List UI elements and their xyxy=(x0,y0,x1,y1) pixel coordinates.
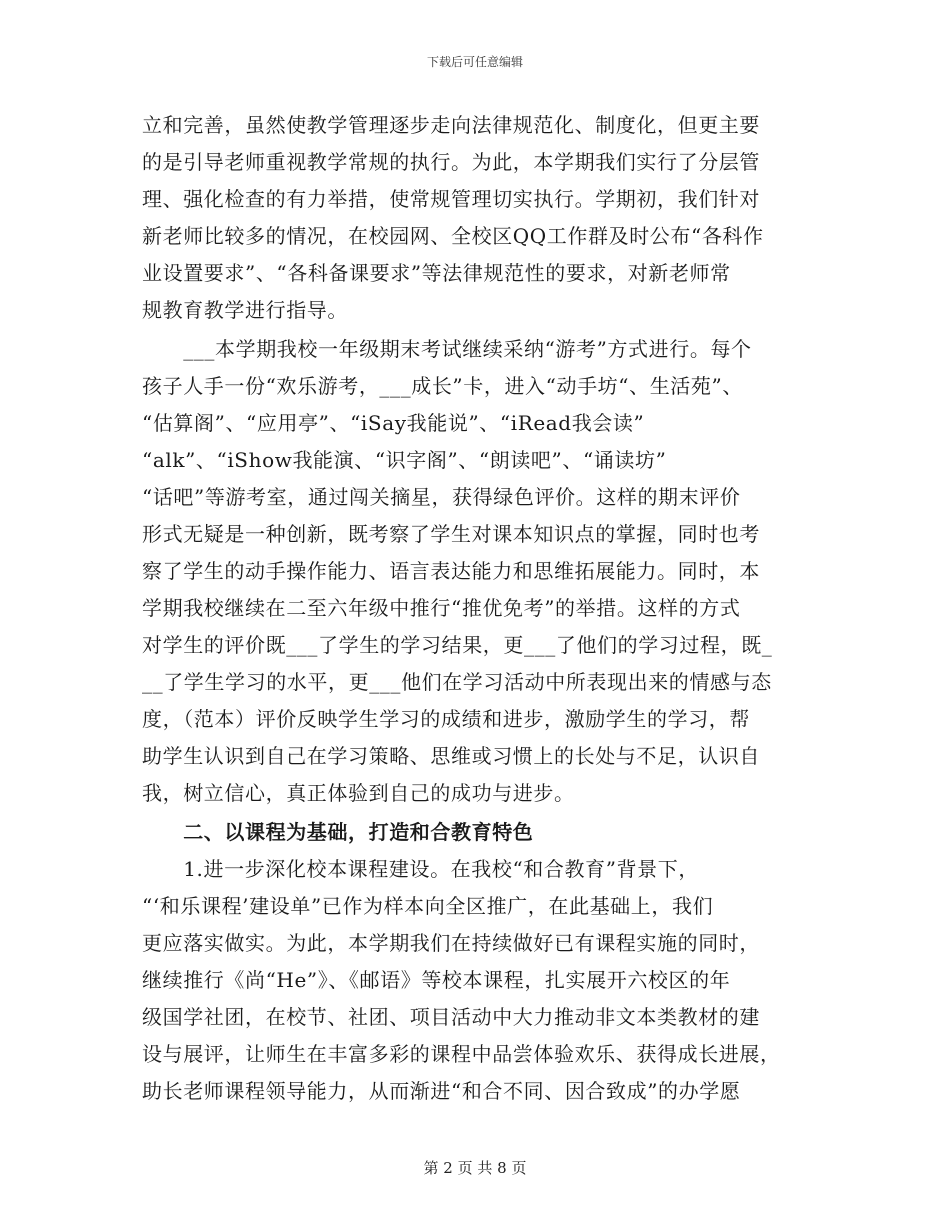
body-line: 级国学社团，在校节、社团、项目活动中大力推动非文本类教材的建 xyxy=(142,1005,760,1029)
body-line: 的是引导老师重视教学常规的执行。为此，本学期我们实行了分层管 xyxy=(142,150,760,174)
body-line: 助学生认识到自己在学习策略、思维或习惯上的长处与不足，认识自 xyxy=(142,744,760,768)
body-line: 1.进一步深化校本课程建设。在我校“和合教育”背景下， xyxy=(142,857,699,881)
body-line: 新老师比较多的情况，在校园网、全校区QQ工作群及时公布“各科作 xyxy=(142,224,764,248)
body-line: __了学生学习的水平，更___他们在学习活动中所表现出来的情感与态 xyxy=(142,670,772,694)
body-line: “‘和乐课程’建设单”已作为样本向全区推广，在此基础上，我们 xyxy=(142,894,714,918)
body-line: 我，树立信心，真正体验到自己的成功与进步。 xyxy=(142,781,575,805)
body-line: 学期我校继续在二至六年级中推行“推优免考”的举措。这样的方式 xyxy=(142,596,741,620)
body-line: “估算阁”、“应用亭”、“iSay我能说”、“iRead我会读” xyxy=(142,411,645,435)
body-line: 度，（范本）评价反映学生学习的成绩和进步，激励学生的学习，帮 xyxy=(142,707,750,731)
body-line: 形式无疑是一种创新，既考察了学生对课本知识点的掌握，同时也考 xyxy=(142,522,760,546)
page-header: 下载后可任意编辑 xyxy=(426,55,523,69)
body-line: 孩子人手一份“欢乐游考，___成长”卡，进入“动手坊“、生活苑”、 xyxy=(142,374,743,398)
body-line: “话吧”等游考室，通过闯关摘星，获得绿色评价。这样的期末评价 xyxy=(142,485,741,509)
body-line: 设与展评，让师生在丰富多彩的课程中品尝体验欢乐、获得成长进展， xyxy=(142,1042,781,1066)
body-line: 察了学生的动手操作能力、语言表达能力和思维拓展能力。同时，本 xyxy=(142,559,760,583)
body-line: 业设置要求”、“各科备课要求”等法律规范性的要求，对新老师常 xyxy=(142,261,731,285)
body-line: 更应落实做实。为此，本学期我们在持续做好已有课程实施的同时， xyxy=(142,931,760,955)
body-line: 规教育教学进行指导。 xyxy=(142,298,348,322)
body-line: 理、强化检查的有力举措，使常规管理切实执行。学期初，我们针对 xyxy=(142,187,760,211)
page-footer: 第 2 页 共 8 页 xyxy=(423,1159,527,1177)
body-line: 立和完善，虽然使教学管理逐步走向法律规范化、制度化，但更主要 xyxy=(142,113,760,137)
body-line: 对学生的评价既___了学生的学习结果，更___了他们的学习过程，既_ xyxy=(142,633,773,657)
body-line: “alk”、“iShow我能演、“识字阁”、“朗读吧”、“诵读坊” xyxy=(142,448,667,472)
body-line: 继续推行《尚“He”》、《邮语》等校本课程，扎实展开六校区的年 xyxy=(142,968,731,992)
body-line: 助长老师课程领导能力，从而渐进“和合不同、因合致成”的办学愿 xyxy=(142,1079,741,1103)
section-heading: 二、以课程为基础，打造和合教育特色 xyxy=(142,820,534,844)
body-line: ___本学期我校一年级期末考试继续采纳“游考”方式进行。每个 xyxy=(142,337,752,361)
